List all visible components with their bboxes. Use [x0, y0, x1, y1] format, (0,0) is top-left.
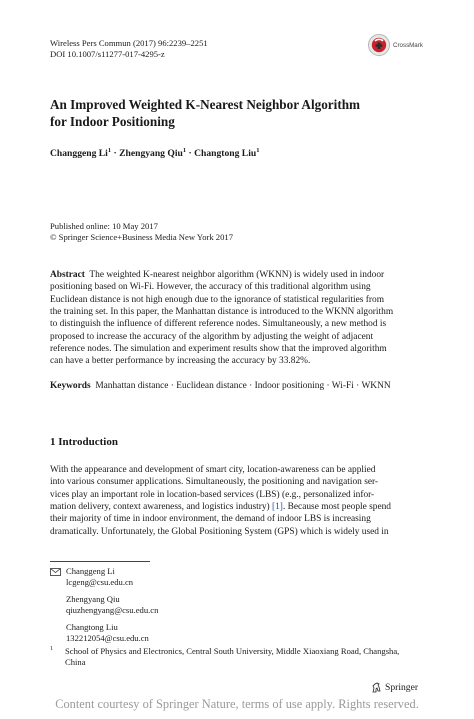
springer-horse-icon — [371, 682, 382, 693]
affiliation-number: 1 — [50, 646, 53, 652]
author-list — [50, 147, 259, 159]
intro-line — [50, 501, 426, 513]
abstract-line: reference nodes. The simulation and experiment results show that the improved algorithm — [50, 344, 387, 355]
contact-email[interactable]: lcgeng@csu.edu.cn — [66, 577, 134, 587]
intro-line: their majority of time in indoor environment, the demand of indoor LBS is increasing — [50, 514, 371, 525]
contact-entry — [50, 566, 158, 588]
abstract-label: Abstract — [50, 270, 85, 280]
author-separator: · — [188, 148, 192, 159]
affiliation — [50, 646, 428, 668]
author-affiliation-mark: 1 — [182, 147, 187, 154]
title-line-2: for Indoor Positioning — [50, 113, 175, 129]
intro-line: vices play an important role in location-based services (LBS) (e.g., personalized infor- — [50, 489, 375, 500]
contact-name: Changgeng Li — [66, 566, 115, 576]
abstract-line: proposed to increase the accuracy of the algorithm by adjusting the weight of adjacent — [50, 331, 374, 342]
crossmark-badge[interactable] — [368, 34, 423, 56]
crossmark-label: CrossMark — [393, 41, 423, 49]
section-heading: 1 Introduction — [50, 436, 118, 448]
abstract-line: can have a better performance by increasing the accuracy by 33.82%. — [50, 356, 311, 367]
introduction-text — [50, 464, 426, 538]
publication-info — [50, 221, 233, 243]
intro-line: into various consumer applications. Simultaneously, the positioning and navigation ser- — [50, 477, 379, 488]
crossmark-icon — [368, 34, 390, 56]
envelope-icon — [50, 568, 61, 576]
contact-entry — [50, 594, 158, 616]
intro-line: dramatically. Unfortunately, the Global Positioning System (GPS) which is widely used in — [50, 526, 389, 537]
doi: DOI 10.1007/s11277-017-4295-z — [50, 49, 165, 59]
keywords-text: Manhattan distance · Euclidean distance · Indoor positioning · Wi-Fi · WKNN — [95, 381, 391, 391]
footnote-divider — [50, 561, 150, 562]
contact-name: Zhengyang Qiu — [66, 594, 120, 604]
article-title — [50, 97, 430, 130]
abstract-line: to distinguish the influence of different reference nodes. Simultaneously, a new method is — [50, 319, 387, 330]
title-line-1: An Improved Weighted K-Nearest Neighbor Algorithm — [50, 97, 361, 112]
abstract-line: Euclidean distance is not high enough due to the ignorance of statistical regularities from — [50, 294, 385, 305]
abstract — [50, 269, 426, 368]
contact-email[interactable]: 132212054@csu.edu.cn — [66, 633, 149, 643]
published-date: Published online: 10 May 2017 — [50, 221, 158, 231]
copyright: © Springer Science+Business Media New York 2017 — [50, 232, 233, 242]
journal-meta — [50, 38, 208, 60]
author-affiliation-mark: 1 — [107, 147, 112, 154]
author-separator: · — [113, 148, 117, 159]
contact-name: Changtong Liu — [66, 622, 118, 632]
publisher-logo — [371, 682, 418, 693]
author-affiliation-mark: 1 — [256, 147, 260, 154]
abstract-text: The weighted K-nearest neighbor algorithm (WKNN) is widely used in indoor — [89, 270, 385, 280]
abstract-line: the training set. In this paper, the Manhattan distance is introduced to the WKNN algorithm — [50, 307, 394, 318]
keywords-label: Keywords — [50, 381, 91, 391]
keywords — [50, 381, 426, 391]
abstract-line — [50, 269, 426, 281]
contact-email[interactable]: qiuzhengyang@csu.edu.cn — [66, 605, 159, 615]
contact-entry — [50, 622, 158, 644]
contact-list — [50, 566, 158, 650]
author-name[interactable]: Changgeng Li — [50, 148, 108, 159]
journal-citation: Wireless Pers Commun (2017) 96:2239–2251 — [50, 38, 208, 48]
affiliation-line: China — [65, 657, 86, 667]
intro-text: mation delivery, context awareness, and logistics industry) — [50, 502, 272, 513]
author-name[interactable]: Zhengyang Qiu — [119, 148, 183, 159]
publisher-name: Springer — [385, 682, 419, 693]
affiliation-line: School of Physics and Electronics, Central South University, Middle Xiaoxiang Road, Changsha, — [65, 646, 400, 656]
courtesy-notice: Content courtesy of Springer Nature, terms of use apply. Rights reserved. — [55, 697, 419, 711]
author-name[interactable]: Changtong Liu — [194, 148, 257, 159]
intro-text: . Because most people spend — [282, 502, 391, 513]
intro-line: With the appearance and development of smart city, location-awareness can be applied — [50, 465, 376, 475]
citation-link[interactable]: [1] — [272, 502, 283, 513]
abstract-line: positioning based on Wi-Fi. However, the accuracy of this traditional algorithm using — [50, 282, 371, 293]
